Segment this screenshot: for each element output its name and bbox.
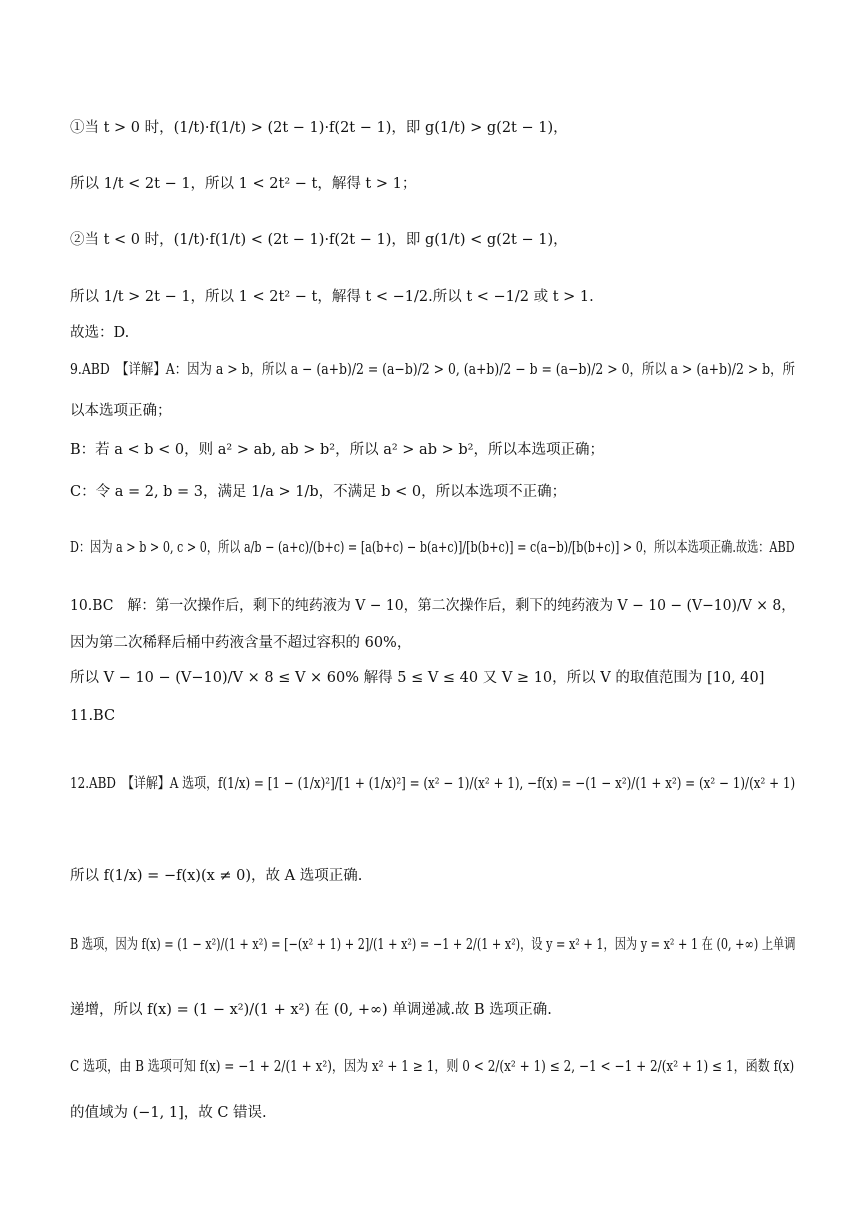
text-line-l13: 所以 V − 10 − (V−10)/V × 8 ≤ V × 60% 解得 5 ≤ V ≤ 40 又 V ≥ 10，所以 V 的取值范围为 [10, 40] (70, 670, 765, 686)
text-line-l18: 递增，所以 f(x) = (1 − x²)/(1 + x²) 在 (0, +∞) 单调递减.故 B 选项正确. (70, 1002, 552, 1018)
text-line-l15: 12.ABD 【详解】A 选项，f(1/x) = [1 − (1/x)²]/[1 + (1/x)²] = (x² − 1)/(x² + 1), −f(x) = −(1 − x²)/(1 + x²) = (x² − 1)/(x² + 1) (70, 776, 796, 792)
text-line-l08: B：若 a < b < 0，则 a² > ab, ab > b²，所以 a² > ab > b²，所以本选项正确； (70, 442, 604, 458)
text-line-l17: B 选项，因为 f(x) = (1 − x²)/(1 + x²) = [−(x² + 1) + 2]/(1 + x²) = −1 + 2/(1 + x²)，设 y = x² + 1，因为 y = x² + 1 在 (0, +∞) 上单调 (70, 937, 796, 953)
text-line-l16: 所以 f(1/x) = −f(x)(x ≠ 0)，故 A 选项正确. (70, 868, 363, 884)
text-line-l04: 所以 1/t > 2t − 1，所以 1 < 2t² − t，解得 t < −1/2.所以 t < −1/2 或 t > 1. (70, 289, 594, 305)
text-line-l19: C 选项，由 B 选项可知 f(x) = −1 + 2/(1 + x²)，因为 x² + 1 ≥ 1，则 0 < 2/(x² + 1) ≤ 2, −1 < −1 + 2/(x² + 1) ≤ 1，函数 f(x) (70, 1059, 795, 1075)
text-line-l01: ①当 t > 0 时，(1/t)·f(1/t) > (2t − 1)·f(2t − 1)，即 g(1/t) > g(2t − 1)， (70, 120, 568, 136)
text-line-l06: 9.ABD 【详解】A：因为 a > b，所以 a − (a+b)/2 = (a−b)/2 > 0, (a+b)/2 − b = (a−b)/2 > 0，所以 a > (a+b)/2 > b，所 (70, 362, 795, 378)
text-line-l05: 故选：D. (70, 325, 130, 341)
text-line-l20: 的值域为 (−1, 1]，故 C 错误. (70, 1105, 267, 1121)
text-line-l11: 10.BC 解：第一次操作后，剩下的纯药液为 V − 10，第二次操作后，剩下的纯药液为 V − 10 − (V−10)/V × 8， (70, 598, 796, 614)
text-line-l12: 因为第二次稀释后桶中药液含量不超过容积的 60%， (70, 635, 412, 651)
text-line-l10: D：因为 a > b > 0, c > 0，所以 a/b − (a+c)/(b+c) = [a(b+c) − b(a+c)]/[b(b+c)] = c(a−b)/[b(b+c)] > 0，所以本选项正确.故选：ABD (70, 540, 795, 556)
text-line-l09: C：令 a = 2, b = 3，满足 1/a > 1/b，不满足 b < 0，所以本选项不正确； (70, 484, 567, 500)
text-line-l03: ②当 t < 0 时，(1/t)·f(1/t) < (2t − 1)·f(2t − 1)，即 g(1/t) < g(2t − 1)， (70, 232, 568, 248)
text-line-l02: 所以 1/t < 2t − 1，所以 1 < 2t² − t，解得 t > 1； (70, 176, 417, 192)
text-line-l14: 11.BC (70, 708, 116, 724)
text-line-l07: 以本选项正确； (70, 403, 172, 419)
